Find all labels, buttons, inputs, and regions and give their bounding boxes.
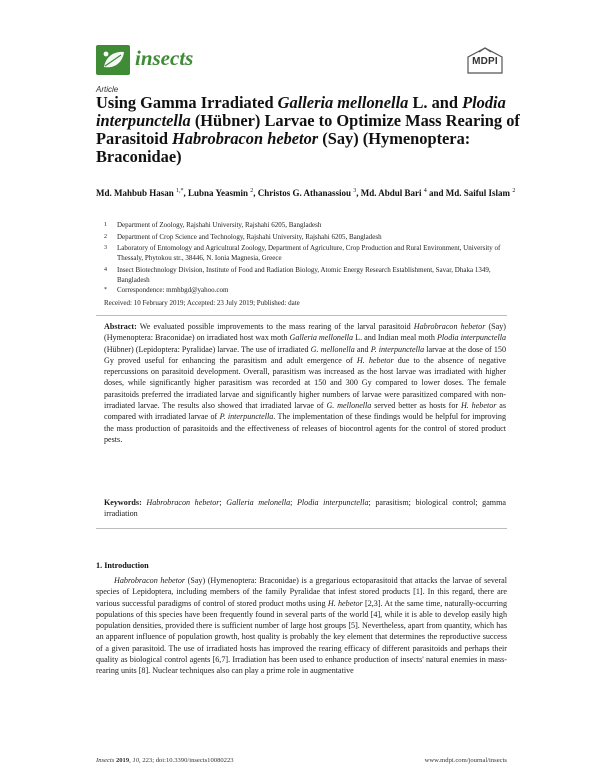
insect-leaf-icon xyxy=(96,45,130,75)
affiliation: 4 Insect Biotechnology Division, Institute of Food and Radiation Biology, Atomic Energy Research Establishment, Savar, Dhaka 1349, Bangladesh xyxy=(104,266,491,284)
publication-dates: Received: 10 February 2019; Accepted: 23 July 2019; Published: date xyxy=(104,299,300,307)
abstract: Abstract: We evaluated possible improvements to the mass rearing of the larval parasitoid Habrobracon hebetor (Say) (Hymenoptera: Braconidae) on irradiated host wax moth Galleria mellonella L. and Indian meal moth Plodia interpunctella (Hübner) (Lepidoptera: Pyralidae) larvae. The use of irradiated G. mellonella and P. interpunctella larvae at the dose of 150 Gy proved useful for enhancing the parasitism and adult emergence of H. hebetor due to the absence of negative repercussions on parasitoid development. Overall, parasitism was increased as the host larvae was irradiated with higher doses, while significantly higher parasitism was recorded at 150 and 300 Gy compared to lower doses. The female parasitoids preferred the irradiated larvae and significantly higher numbers of larvae were parasitized compared with non-irradiated larvae. The results also showed that irradiated larvae of G. mellonella served better as hosts for H. hebetor as compared with irradiated larvae of P. interpunctella. The implementation of these findings would be helpful for improving the mass production of parasitoids and the effectiveness of releases of biocontrol agents for the control of stored product pests. xyxy=(104,322,507,444)
affiliation: 2 Department of Crop Science and Technology, Rajshahi University, Rajshahi 6205, Bangladesh xyxy=(104,233,382,241)
journal-logo xyxy=(96,45,130,75)
author-name: Md. Mahbub Hasan xyxy=(96,188,174,198)
author-name: , Lubna Yeasmin xyxy=(183,188,248,198)
author-name: , Md. Abdul Bari xyxy=(356,188,422,198)
author-name: , Christos G. Athanassiou xyxy=(253,188,351,198)
author-list: Md. Mahbub Hasan $^{1,*}$, Lubna Yeasmin $^2$, Christos G. Athanassiou $^3$, Md. Abdul Bari $^4$ and Md. Saiful Islam $^2$ xyxy=(96,188,516,198)
journal-name: insects xyxy=(135,46,194,70)
journal-url[interactable]: www.mdpi.com/journal/insects xyxy=(424,757,507,764)
body-paragraph: Habrobracon hebetor (Say) (Hymenoptera: Braconidae) is a gregarious ectoparasitoid that attacks the larvae of several species of Lepidoptera, including members of the family Pyralidae that infest stored products [1]. In this regard, there are various successful paradigms of control of stored product moths using H. hebetor [2,3]. At the same time, naturally-occurring populations of this species have been frequently found in several parts of the world [4], while it is able to develop easily high population densities, provided there is sufficient number of large host groups [5]. Nevertheless, apart from quantity, which has an apparent influence of population growth, host quality is probably the key element that determines the reproductive success of a given parasitoid. The use of irradiated hosts has improved the rearing efficacy of different parasitoids and perhaps their quality as biological control agents [6,7]. Irradiation has been used to enhance production of insects' natural enemies in mass-rearing units [8]. Nuclear techniques also can play a prime role in augmentative xyxy=(96,576,507,676)
divider xyxy=(96,315,507,316)
affiliation: 1 Department of Zoology, Rajshahi University, Rajshahi 6205, Bangladesh xyxy=(104,221,322,229)
article-type: Article xyxy=(96,85,119,94)
divider xyxy=(96,528,507,529)
citation-footer: Insects 2019, 10, 223; doi:10.3390/insects10080223 xyxy=(96,757,234,764)
publisher-name: MDPI xyxy=(472,56,498,67)
section-heading: 1. Introduction xyxy=(96,561,149,570)
keywords: Keywords: Habrobracon hebetor; Galleria melonella; Plodia interpunctella; parasitism; biological control; gamma irradiation xyxy=(104,498,506,519)
correspondence: * Correspondence: mmhbgd@yahoo.com xyxy=(104,286,229,294)
author-name: and Md. Saiful Islam xyxy=(426,188,511,198)
article-title: Using Gamma Irradiated Galleria mellonella L. and Plodia interpunctella (Hübner) Larvae to Optimize Mass Rearing of Parasitoid Habrobracon hebetor (Say) (Hymenoptera: Braconidae) xyxy=(96,93,520,166)
affiliation: 3 Laboratory of Entomology and Agricultural Zoology, Department of Agriculture, Crop Production and Rural Environment, University of Thessaly, Phytokou str., 38446, N. Ionia Magnesia, Greece xyxy=(104,244,501,262)
